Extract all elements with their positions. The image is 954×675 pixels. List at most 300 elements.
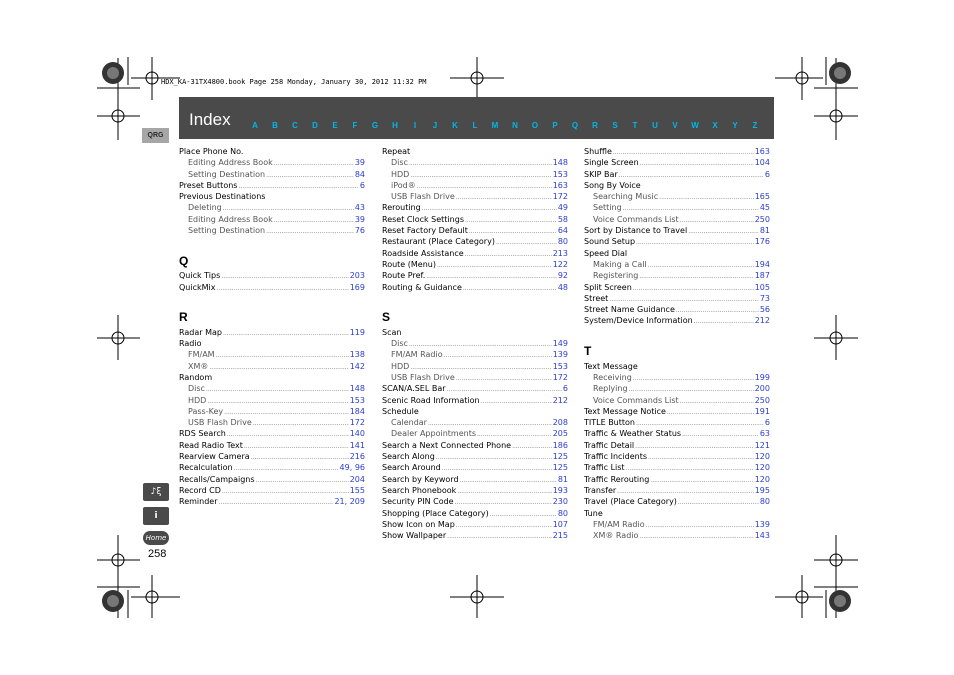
- leader-dots: [635, 440, 754, 451]
- index-subentry[interactable]: [179, 349, 365, 360]
- entry-text: FM/AM Radio: [593, 519, 645, 529]
- leader-dots: [481, 395, 552, 406]
- leader-dots: [447, 530, 552, 541]
- entry-text: Speed Dial: [584, 248, 628, 258]
- leader-dots: [667, 406, 754, 417]
- page-link[interactable]: 176: [754, 237, 770, 247]
- page-link[interactable]: 148: [552, 158, 568, 168]
- page-link[interactable]: 193: [552, 485, 568, 495]
- leader-dots: [496, 236, 557, 247]
- index-entry[interactable]: [382, 530, 568, 541]
- leader-dots: [456, 372, 552, 383]
- entry-text: Replying: [593, 384, 628, 394]
- index-subentry[interactable]: [584, 530, 770, 541]
- index-subentry[interactable]: [179, 395, 365, 406]
- index-subentry[interactable]: [382, 169, 568, 180]
- page-link[interactable]: 205: [552, 429, 568, 439]
- entry-text: Pass-Key: [188, 406, 224, 416]
- letter-link-i[interactable]: I: [413, 121, 417, 130]
- leader-dots: [636, 236, 754, 247]
- index-entry[interactable]: [584, 462, 770, 473]
- entry-text: Recalls/Campaigns: [179, 474, 255, 484]
- index-entry[interactable]: [382, 202, 568, 213]
- page-link[interactable]: 105: [754, 282, 770, 292]
- entry-text: Text Message Notice: [584, 406, 666, 416]
- index-subentry[interactable]: [179, 406, 365, 417]
- page-link[interactable]: 203: [349, 271, 365, 281]
- index-entry[interactable]: [382, 282, 568, 293]
- index-subentry[interactable]: [179, 361, 365, 372]
- index-subentry[interactable]: [179, 383, 365, 394]
- index-subentry[interactable]: [382, 372, 568, 383]
- leader-dots: [216, 349, 349, 360]
- leader-dots: [234, 462, 339, 473]
- index-entry[interactable]: [584, 293, 770, 304]
- index-subentry[interactable]: [382, 338, 568, 349]
- letter-link-e[interactable]: E: [332, 121, 338, 130]
- page-link[interactable]: 81: [759, 226, 770, 236]
- page-link[interactable]: 92: [557, 271, 568, 281]
- entry-text: Tune: [584, 508, 603, 518]
- index-subentry[interactable]: [382, 417, 568, 428]
- leader-dots: [613, 146, 754, 157]
- leader-dots: [694, 315, 754, 326]
- index-subentry[interactable]: [382, 157, 568, 168]
- page-link[interactable]: 204: [349, 474, 365, 484]
- entry-text: Traffic Rerouting: [584, 474, 650, 484]
- page-link[interactable]: 194: [754, 259, 770, 269]
- page-link[interactable]: 250: [754, 395, 770, 405]
- leader-dots: [436, 451, 552, 462]
- index-entry: [179, 338, 365, 349]
- page-link[interactable]: 64: [557, 226, 568, 236]
- letter-link-q[interactable]: Q: [571, 121, 579, 130]
- index-entry[interactable]: [584, 451, 770, 462]
- letter-link-j[interactable]: J: [432, 121, 438, 130]
- index-entry[interactable]: [179, 180, 365, 191]
- leader-dots: [409, 157, 552, 168]
- page-link[interactable]: 191: [754, 406, 770, 416]
- page-link[interactable]: 48: [557, 282, 568, 292]
- entry-text: Rearview Camera: [179, 452, 250, 462]
- index-subentry[interactable]: [382, 428, 568, 439]
- page-link[interactable]: 140: [349, 429, 365, 439]
- page-link[interactable]: 172: [552, 372, 568, 382]
- page-link[interactable]: 139: [552, 350, 568, 360]
- entry-text: Search Along: [382, 452, 435, 462]
- entry-text: Random: [179, 372, 213, 382]
- page-link[interactable]: 84: [354, 169, 365, 179]
- entry-text: Traffic Incidents: [584, 452, 648, 462]
- index-entry[interactable]: [382, 214, 568, 225]
- entry-text: Setting Destination: [188, 226, 266, 236]
- leader-dots: [456, 519, 552, 530]
- entry-text: Single Screen: [584, 158, 639, 168]
- entry-text: Shuffle: [584, 147, 612, 156]
- page-link[interactable]: 172: [552, 192, 568, 202]
- page-link[interactable]: 195: [754, 485, 770, 495]
- leader-dots: [456, 191, 552, 202]
- index-entry[interactable]: [584, 417, 770, 428]
- entry-text: Route Pref.: [382, 271, 426, 281]
- index-entry[interactable]: [382, 519, 568, 530]
- page-link[interactable]: 153: [552, 361, 568, 371]
- leader-dots: [437, 259, 552, 270]
- page-link[interactable]: 6: [562, 384, 568, 394]
- page-link[interactable]: 120: [754, 463, 770, 473]
- voice-command-icon[interactable]: ♪ξ: [143, 483, 169, 501]
- letter-link-d[interactable]: D: [312, 121, 318, 130]
- page-link[interactable]: 125: [552, 452, 568, 462]
- leader-dots: [266, 225, 354, 236]
- entry-text: Repeat: [382, 147, 411, 156]
- index-entry: [382, 327, 568, 338]
- leader-dots: [244, 440, 349, 451]
- entry-text: Registering: [593, 271, 639, 281]
- page-link[interactable]: 80: [557, 237, 568, 247]
- leader-dots: [678, 496, 759, 507]
- page-link[interactable]: 212: [552, 395, 568, 405]
- page-link[interactable]: 6: [764, 169, 770, 179]
- spacer: [382, 293, 568, 304]
- page-link[interactable]: 21, 209: [334, 497, 365, 507]
- index-entry[interactable]: [179, 462, 365, 473]
- index-entry[interactable]: [584, 157, 770, 168]
- page-link[interactable]: 76: [354, 226, 365, 236]
- index-entry[interactable]: [382, 496, 568, 507]
- page-link[interactable]: 6: [359, 180, 365, 190]
- index-entry[interactable]: [179, 440, 365, 451]
- leader-dots: [227, 428, 349, 439]
- leader-dots: [682, 428, 759, 439]
- entry-text: Quick Tips: [179, 271, 221, 281]
- leader-dots: [222, 485, 349, 496]
- entry-text: Radar Map: [179, 327, 222, 337]
- page-link[interactable]: 6: [764, 418, 770, 428]
- page-link[interactable]: 39: [354, 158, 365, 168]
- index-entry[interactable]: [382, 474, 568, 485]
- leader-dots: [648, 259, 754, 270]
- leader-dots: [409, 338, 552, 349]
- index-entry[interactable]: [179, 496, 365, 507]
- index-entry[interactable]: [382, 451, 568, 462]
- entry-text: QuickMix: [179, 282, 216, 292]
- entry-text: USB Flash Drive: [188, 418, 252, 428]
- page-link[interactable]: 199: [754, 372, 770, 382]
- index-entry[interactable]: [584, 225, 770, 236]
- page-link[interactable]: 149: [552, 339, 568, 349]
- page-link[interactable]: 250: [754, 214, 770, 224]
- index-entry[interactable]: [584, 474, 770, 485]
- page-link[interactable]: 187: [754, 271, 770, 281]
- leader-dots: [410, 361, 551, 372]
- index-entry[interactable]: [179, 327, 365, 338]
- index-subentry[interactable]: [584, 383, 770, 394]
- entry-text: Security PIN Code: [382, 497, 454, 507]
- letter-link-p[interactable]: P: [552, 121, 558, 130]
- leader-dots: [447, 383, 562, 394]
- index-entry[interactable]: [179, 474, 365, 485]
- index-subentry[interactable]: [382, 349, 568, 360]
- index-entry[interactable]: [584, 304, 770, 315]
- entry-text: Reset Factory Default: [382, 226, 468, 236]
- leader-dots: [465, 248, 552, 259]
- index-entry[interactable]: [584, 236, 770, 247]
- entry-text: Voice Commands List: [593, 214, 679, 224]
- index-entry[interactable]: [382, 485, 568, 496]
- index-entry[interactable]: [584, 315, 770, 326]
- index-subentry[interactable]: [382, 361, 568, 372]
- index-entry[interactable]: [179, 428, 365, 439]
- leader-dots: [680, 214, 754, 225]
- index-subentry[interactable]: [584, 270, 770, 281]
- page-link[interactable]: 49: [557, 203, 568, 213]
- letter-link-r[interactable]: R: [592, 121, 598, 130]
- page-link[interactable]: 104: [754, 158, 770, 168]
- index-entry[interactable]: [179, 485, 365, 496]
- letter-link-k[interactable]: K: [452, 121, 458, 130]
- page-number: 258: [148, 548, 167, 560]
- index-subentry[interactable]: [179, 202, 365, 213]
- page-link[interactable]: 184: [349, 406, 365, 416]
- index-column-2: [382, 146, 568, 541]
- entry-text: RDS Search: [179, 429, 226, 439]
- index-entry: [584, 361, 770, 372]
- letter-link-b[interactable]: B: [272, 121, 278, 130]
- page-link[interactable]: 121: [754, 440, 770, 450]
- entry-text: Record CD: [179, 485, 221, 495]
- leader-dots: [274, 157, 354, 168]
- entry-text: HDD: [391, 169, 410, 179]
- entry-text: Searching Music: [593, 192, 659, 202]
- leader-dots: [639, 270, 753, 281]
- page-link[interactable]: 208: [552, 418, 568, 428]
- entry-text: HDD: [188, 395, 207, 405]
- letter-link-x[interactable]: X: [712, 121, 718, 130]
- index-entry[interactable]: [584, 440, 770, 451]
- index-entry[interactable]: [584, 496, 770, 507]
- page-link[interactable]: 58: [557, 214, 568, 224]
- letter-link-v[interactable]: V: [672, 121, 678, 130]
- entry-text: Receiving: [593, 372, 632, 382]
- page-link[interactable]: 80: [759, 497, 770, 507]
- page-link[interactable]: 172: [349, 418, 365, 428]
- leader-dots: [417, 180, 552, 191]
- index-entry[interactable]: [382, 462, 568, 473]
- page-link[interactable]: 216: [349, 452, 365, 462]
- index-entry: [179, 146, 365, 157]
- leader-dots: [455, 496, 552, 507]
- spacer: [179, 236, 365, 247]
- leader-dots: [619, 169, 764, 180]
- index-subentry[interactable]: [584, 214, 770, 225]
- entry-text: Travel (Place Category): [584, 497, 677, 507]
- index-entry[interactable]: [584, 169, 770, 180]
- letter-link-o[interactable]: O: [531, 121, 539, 130]
- alphabet-nav: [245, 121, 765, 130]
- letter-link-h[interactable]: H: [392, 121, 398, 130]
- index-entry: [382, 406, 568, 417]
- leader-dots: [646, 519, 754, 530]
- index-subentry[interactable]: [584, 395, 770, 406]
- leader-dots: [676, 304, 759, 315]
- leader-dots: [224, 406, 349, 417]
- index-title-bar: [179, 97, 774, 139]
- entry-text: Sort by Distance to Travel: [584, 226, 688, 236]
- leader-dots: [623, 202, 759, 213]
- entry-text: Transfer: [584, 485, 617, 495]
- index-entry[interactable]: [382, 236, 568, 247]
- letter-link-s[interactable]: S: [612, 121, 618, 130]
- entry-text: Search Around: [382, 463, 441, 473]
- leader-dots: [223, 327, 349, 338]
- entry-text: Show Icon on Map: [382, 519, 455, 529]
- index-subentry[interactable]: [179, 157, 365, 168]
- entry-text: Split Screen: [584, 282, 632, 292]
- page-link[interactable]: 230: [552, 497, 568, 507]
- home-icon[interactable]: Home: [143, 531, 169, 545]
- page-link[interactable]: 169: [349, 282, 365, 292]
- page-link[interactable]: 49, 96: [339, 463, 365, 473]
- letter-link-m[interactable]: M: [491, 121, 499, 130]
- page-link[interactable]: 141: [349, 440, 365, 450]
- page-link[interactable]: 215: [552, 531, 568, 541]
- page-link[interactable]: 148: [349, 384, 365, 394]
- index-entry[interactable]: [382, 440, 568, 451]
- index-subentry[interactable]: [179, 169, 365, 180]
- page-link[interactable]: 45: [759, 203, 770, 213]
- letter-link-w[interactable]: W: [691, 121, 699, 130]
- letter-link-n[interactable]: N: [512, 121, 518, 130]
- index-subentry[interactable]: [584, 372, 770, 383]
- page-link[interactable]: 143: [754, 531, 770, 541]
- info-icon[interactable]: i: [143, 507, 169, 525]
- index-entry[interactable]: [382, 395, 568, 406]
- letter-link-g[interactable]: G: [371, 121, 379, 130]
- index-entry[interactable]: [382, 383, 568, 394]
- entry-text: Read Radio Text: [179, 440, 243, 450]
- index-entry[interactable]: [584, 146, 770, 157]
- index-subentry[interactable]: [584, 191, 770, 202]
- entry-text: Sound Setup: [584, 237, 636, 247]
- leader-dots: [512, 440, 552, 451]
- index-entry[interactable]: [382, 225, 568, 236]
- index-entry[interactable]: [179, 270, 365, 281]
- page-link[interactable]: 73: [759, 293, 770, 303]
- page-link[interactable]: 138: [349, 350, 365, 360]
- entry-text: Shopping (Place Category): [382, 508, 489, 518]
- page-link[interactable]: 155: [349, 485, 365, 495]
- page-link[interactable]: 212: [754, 316, 770, 326]
- letter-link-t[interactable]: T: [632, 121, 638, 130]
- entry-text: Scan: [382, 327, 402, 337]
- leader-dots: [680, 395, 754, 406]
- page-link[interactable]: 63: [759, 429, 770, 439]
- entry-text: Search Phonebook: [382, 485, 457, 495]
- index-entry[interactable]: [382, 259, 568, 270]
- leader-dots: [640, 157, 754, 168]
- letter-link-z[interactable]: Z: [752, 121, 758, 130]
- letter-link-f[interactable]: F: [352, 121, 358, 130]
- letter-link-c[interactable]: C: [292, 121, 298, 130]
- entry-text: Scenic Road Information: [382, 395, 480, 405]
- page-link[interactable]: 81: [557, 474, 568, 484]
- page-link[interactable]: 122: [552, 259, 568, 269]
- page-link[interactable]: 119: [349, 327, 365, 337]
- page-link[interactable]: 56: [759, 305, 770, 315]
- leader-dots: [207, 395, 348, 406]
- index-subentry[interactable]: [179, 225, 365, 236]
- leader-dots: [460, 474, 557, 485]
- page-link[interactable]: 80: [557, 508, 568, 518]
- entry-text: XM® Radio: [593, 531, 639, 541]
- leader-dots: [639, 530, 753, 541]
- entry-text: SCAN/A.SEL Bar: [382, 384, 446, 394]
- entry-text: Previous Destinations: [179, 192, 266, 202]
- page-link[interactable]: 213: [552, 248, 568, 258]
- index-subentry[interactable]: [382, 191, 568, 202]
- page-link[interactable]: 163: [754, 147, 770, 156]
- letter-link-a[interactable]: A: [252, 121, 258, 130]
- entry-text: Reset Clock Settings: [382, 214, 464, 224]
- index-subentry[interactable]: [179, 417, 365, 428]
- page-link[interactable]: 120: [754, 452, 770, 462]
- index-subentry[interactable]: [179, 214, 365, 225]
- page-link[interactable]: 43: [354, 203, 365, 213]
- page-link[interactable]: 153: [349, 395, 365, 405]
- page-link[interactable]: 186: [552, 440, 568, 450]
- qrg-tab[interactable]: QRG: [142, 128, 169, 143]
- letter-link-y[interactable]: Y: [732, 121, 738, 130]
- section-letter-q: Q: [179, 253, 189, 268]
- page-link[interactable]: 200: [754, 384, 770, 394]
- index-subentry[interactable]: [584, 519, 770, 530]
- entry-text: TITLE Button: [584, 418, 635, 428]
- index-entry[interactable]: [179, 451, 365, 462]
- index-entry[interactable]: [584, 485, 770, 496]
- index-entry[interactable]: [382, 270, 568, 281]
- entry-text: FM/AM: [188, 350, 215, 360]
- index-entry[interactable]: [584, 406, 770, 417]
- letter-link-u[interactable]: U: [652, 121, 658, 130]
- index-entry[interactable]: [382, 508, 568, 519]
- index-entry: [584, 180, 770, 191]
- entry-text: Rerouting: [382, 203, 421, 213]
- page-link[interactable]: 120: [754, 474, 770, 484]
- page-link[interactable]: 163: [552, 180, 568, 190]
- page-link[interactable]: 139: [754, 519, 770, 529]
- leader-dots: [206, 383, 349, 394]
- leader-dots: [633, 282, 754, 293]
- page-link[interactable]: 153: [552, 169, 568, 179]
- letter-link-l[interactable]: L: [472, 121, 478, 130]
- leader-dots: [251, 451, 349, 462]
- index-entry[interactable]: [584, 282, 770, 293]
- page-link[interactable]: 165: [754, 192, 770, 202]
- index-subentry[interactable]: [584, 259, 770, 270]
- index-subentry[interactable]: [382, 180, 568, 191]
- index-entry[interactable]: [584, 428, 770, 439]
- page-link[interactable]: 142: [349, 361, 365, 371]
- index-subentry[interactable]: [584, 202, 770, 213]
- page-link[interactable]: 107: [552, 519, 568, 529]
- entry-text: Disc: [391, 339, 408, 349]
- entry-text: Search a Next Connected Phone: [382, 440, 512, 450]
- page-link[interactable]: 125: [552, 463, 568, 473]
- index-entry[interactable]: [382, 248, 568, 259]
- page-link[interactable]: 39: [354, 214, 365, 224]
- index-entry[interactable]: [179, 282, 365, 293]
